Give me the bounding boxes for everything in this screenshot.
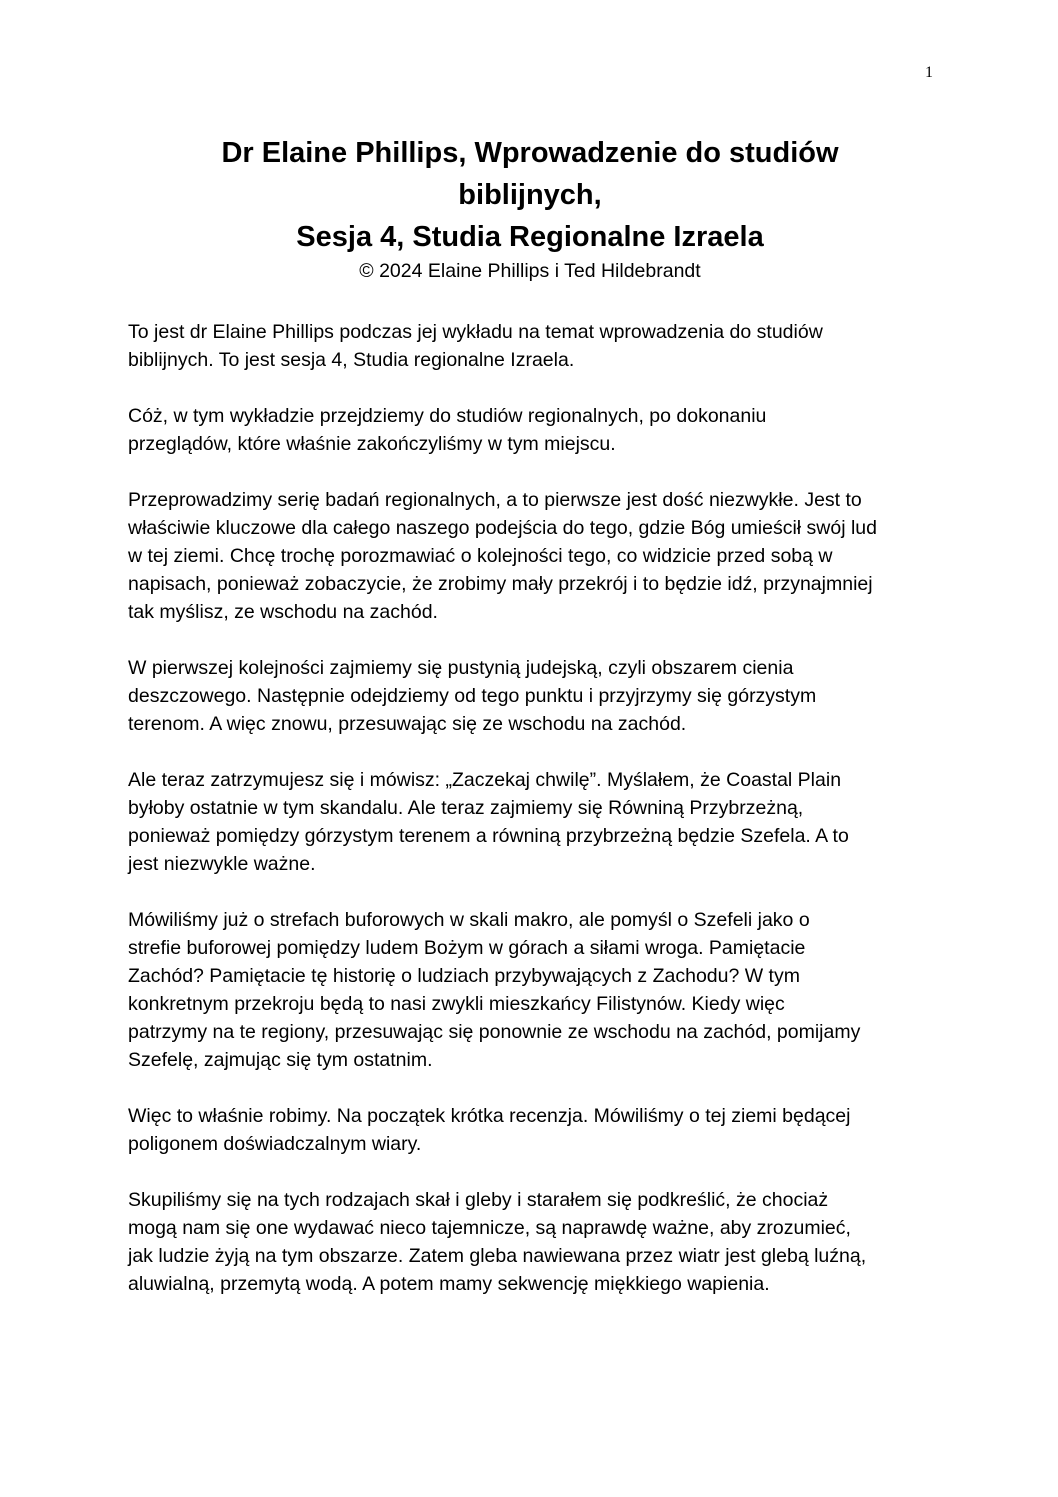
title-line-3: Sesja 4, Studia Regionalne Izraela: [296, 221, 764, 253]
paragraph: Przeprowadzimy serię badań regionalnych, a to pierwsze jest dość niezwykłe. Jest to właściwie kluczowe dla całego naszego podejścia do tego, gdzie Bóg umieścił swój lud w tej ziemi. Chcę trochę porozmawiać o kolejności tego, co widzicie przed sobą w napisach, ponieważ zobaczycie, że zrobimy mały przekrój i to będzie idź, przynajmniej tak myślisz, ze wschodu na zachód.: [128, 489, 877, 623]
paragraph: Skupiliśmy się na tych rodzajach skał i gleby i starałem się podkreślić, że chociaż mogą nam się one wydawać nieco tajemnicze, są naprawdę ważne, aby zrozumieć, jak ludzie żyją na tym obszarze. Zatem gleba nawiewana przez wiatr jest glebą luźną, aluwialną, przemytą wodą. A potem mamy sekwencję miękkiego wapienia.: [128, 1189, 867, 1295]
page-number: 1: [925, 64, 933, 81]
paragraph: Więc to właśnie robimy. Na początek krótka recenzja. Mówiliśmy o tej ziemi będącej poligonem doświadczalnym wiary.: [128, 1105, 851, 1155]
paragraph: Cóż, w tym wykładzie przejdziemy do studiów regionalnych, po dokonaniu przeglądów, które właśnie zakończyliśmy w tym miejscu.: [128, 405, 767, 455]
title-line-1: Dr Elaine Phillips, Wprowadzenie do studiów: [221, 137, 839, 169]
document-header: [130, 132, 930, 284]
document-body: [128, 318, 934, 1326]
copyright-line: © 2024 Elaine Phillips i Ted Hildebrandt: [359, 260, 701, 282]
title-line-2: biblijnych,: [458, 179, 602, 211]
paragraph: To jest dr Elaine Phillips podczas jej wykładu na temat wprowadzenia do studiów biblijnych. To jest sesja 4, Studia regionalne Izraela.: [128, 321, 823, 371]
paragraph: W pierwszej kolejności zajmiemy się pustynią judejską, czyli obszarem cienia deszczowego. Następnie odejdziemy od tego punktu i przyjrzymy się górzystym terenom. A więc znowu, przesuwając się ze wschodu na zachód.: [128, 657, 817, 735]
paragraph: Mówiliśmy już o strefach buforowych w skali makro, ale pomyśl o Szefeli jako o strefie buforowej pomiędzy ludem Bożym w górach a siłami wroga. Pamiętacie Zachód? Pamiętacie tę historię o ludziach przybywających z Zachodu? W tym konkretnym przekroju będą to nasi zwykli mieszkańcy Filistynów. Kiedy więc patrzymy na te regiony, przesuwając się ponownie ze wschodu na zachód, pomijamy Szefelę, zajmując się tym ostatnim.: [128, 909, 861, 1071]
paragraph: Ale teraz zatrzymujesz się i mówisz: „Zaczekaj chwilę”. Myślałem, że Coastal Plain byłoby ostatnie w tym skandalu. Ale teraz zajmiemy się Równiną Przybrzeżną, ponieważ pomiędzy górzystym terenem a równiną przybrzeżną będzie Szefela. A to jest niezwykle ważne.: [128, 769, 849, 875]
